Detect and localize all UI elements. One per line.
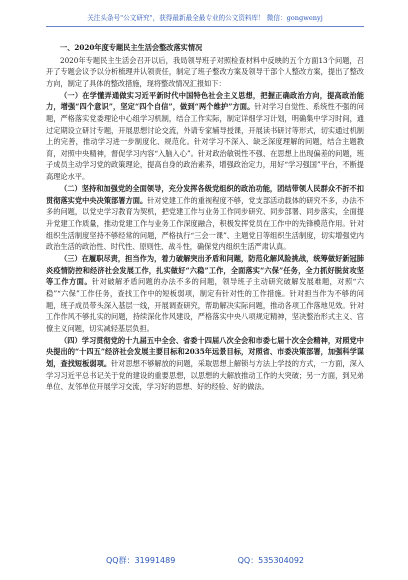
item-paragraph-4 bbox=[46, 335, 364, 393]
item-lead-2: （二）坚持和加强党的全面领导，充分发挥各级党组织的政治功能，团结带领人民群众不折不扣贯彻落实党中央决策部署方面。 bbox=[46, 184, 364, 205]
item-body-3: 针对破解矛盾问题的办法不多的问题，领导班子主动研究破解发展难题，对照“六稳”“六保”工作任务，查找工作中的短板弱项，制定有针对性的工作措施。针对担当作为不够的问题，班子成员带头深入基层一线，开展调查研究，帮助解决实际问题，推动各项工作落地见效。针对工作作风不够扎实的问题，持续深化作风建设，严格落实中央八项规定精神，坚决整治形式主义、官僚主义问题，切实减轻基层负担。 bbox=[46, 277, 364, 333]
item-lead-1: （一）在学懂弄通做实习近平新时代中国特色社会主义思想，把握正确政治方向，提高政治能力，增强“四个意识”，坚定“四个自信”，做到“两个维护”方面。 bbox=[46, 90, 364, 112]
item-paragraph-3 bbox=[46, 253, 364, 334]
item-body-1: 针对学习自觉性、系统性不强的问题，严格落实党委理论中心组学习机制，结合工作实际，制定详细学习计划，明确集中学习时间，通过定期设立研讨专题，开展思想讨论交流，外请专家辅导授课，开展读书研讨等形式，切实通过机制上的完善，推动学习进一步制度化、规范化。针对学习不深入、缺乏深度理解的问题，结合主题教育，对照中央精神，督促学习内容“入脑入心”。针对政治敏锐性不强、在思想上出现偏差的问题，班子成员主动学习党的政策理论，提高自身的政治素养，增强政治定力，用好“学习强国”平台，不断提高理论水平。 bbox=[46, 102, 364, 182]
page-footer bbox=[46, 555, 364, 566]
intro-paragraph: 2020年专题民主生活会召开以后，我局领导班子对照检查材料中反映的五个方面13个问题，召开了专题会议予以分析梳理并认领责任，制定了班子整改方案及领导干部个人整改方案，提出了整改方向，制定了具体的整改措施，现将整改情况汇报如下： bbox=[46, 55, 364, 88]
page-header-notice: 关注头条号"公文研究"，获得最新最全最专业的公文资料库！ 微信：gongwenyj bbox=[46, 14, 364, 27]
item-body-4: 针对思想不够解放的问题，采取思想上解锁与方法上学技的方式，一方面，深入学习习近平总书记关于党的建设的重要思想，以思想的大解放推动工作的大突破；另一方面，到兄弟单位、友邻单位开展学习交流，学习好的思想、好的经验、好的做法。 bbox=[46, 359, 364, 392]
item-body-2: 针对党建工作的重视程度不够，党支部活动载体的研究不多，办法不多的问题，以党史学习教育为契机，把党建工作与业务工作同步研究、同步部署、同步落实，全面提升党建工作质量，推动党建工作与业务工作深度融合，积极发挥党员在工作中的先锋模范作用。针对组织生活制度坚持不够经常的问题，严格执行“三会一课”、主题党日等组织生活制度，切实增强党内政治生活的政治性、时代性、原则性、战斗性，确保党内组织生活严肃认真。 bbox=[46, 195, 364, 252]
qq-group-1: QQ群：31991489 bbox=[106, 556, 176, 565]
document-body bbox=[46, 42, 364, 393]
item-paragraph-1 bbox=[46, 90, 364, 183]
item-paragraph-2 bbox=[46, 183, 364, 253]
section-heading: 一、2020年度专题民主生活会整改落实情况 bbox=[60, 43, 203, 52]
qq-group-2: QQ：535304092 bbox=[237, 556, 304, 565]
item-lead-4: （四）学习贯彻党的十九届五中全会、省委十四届八次全会和市委七届十次全会精神，对照党中央提出的“十四五”经济社会发展主要目标和2035年远景目标，对照省、市委决策部署，加强科学谋划，查找短板弱项。 bbox=[46, 335, 364, 369]
item-lead-3: （三）在履职尽责，担当作为，着力破解突出矛盾和问题，防范化解风险挑战，统筹做好新冠肺炎疫情防控和经济社会发展工作，扎实做好“六稳”工作，全面落实“六保”任务，全力抓好脱贫攻坚等工作方面。 bbox=[46, 254, 364, 287]
